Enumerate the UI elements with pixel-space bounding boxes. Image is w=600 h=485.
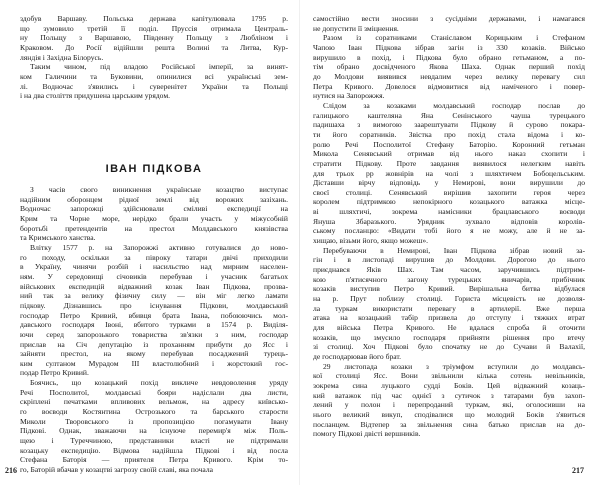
- text-line: в Україну, чинячи розбій і насильство над мирним населен-: [20, 262, 288, 272]
- text-line: З часів свого виникнення українське козацтво виступає: [30, 185, 288, 194]
- text-line: падишаха з вимогою заарештувати Підкову й сурово покара-: [313, 120, 585, 130]
- text-line: кою п'ятисячного загону турецьких яничарів, прибічник: [313, 274, 585, 284]
- text-line: Разом із соратниками Станіславом Корицьким і Стефаном: [323, 33, 585, 43]
- text-line: до Молдови виявився невдалим через велику перевагу сил: [313, 71, 585, 81]
- text-line: боротьбі претендентів на престол Молдавського князівства: [20, 223, 288, 233]
- text-line: гін і в листопаді вирушив до Молдови. Дорогою до нього: [313, 255, 585, 265]
- text-line: атака на козацький табір призвела до отступу і тяжких втрат: [313, 313, 585, 323]
- text-line: го, Баторій вбачав у козацтві загрозу своїй славі, яка почала: [20, 465, 213, 475]
- text-line: для трьох рр жовнірів на чолі з шляхтичем Бобоцельським.: [313, 168, 585, 178]
- text-line: лі. Водночас з'явились і суверенітет України та Польщі: [20, 81, 288, 91]
- text-line: самостійно вести зносини з сусідніми державами, і намагався: [313, 14, 585, 23]
- text-line: Водночас запорожці здійснювали сміливі експедиції на: [20, 204, 288, 214]
- text-line: го воєводи Костянтина Острозького та барського старости: [20, 407, 288, 417]
- left-page-top-text: [20, 14, 288, 101]
- text-line: та Кримського ханства.: [20, 233, 96, 243]
- text-line: ну Польщу з Варшавою, Південну Польщу з Любліном і: [20, 33, 288, 43]
- text-line: не допустити її зміцнення.: [313, 23, 399, 33]
- text-line: вирушило в похід, і Підкова було обрано гетьманом, а по-: [313, 52, 585, 62]
- paragraph: [20, 378, 288, 475]
- text-line: де господарював його брат.: [313, 351, 402, 361]
- text-line: здобув Варшаву. Польська держава капітулювала 1795 р.: [20, 14, 288, 23]
- text-line: тім обрано досвідченого Якова Шаха. Однак перший похід: [313, 62, 585, 72]
- text-line: помогу Підкові двісті вершників.: [313, 429, 421, 439]
- text-line: господар Петро Кривий, вбивця брата Івана, побоюючись мол-: [20, 310, 288, 320]
- text-line: подар Петро Кривий.: [20, 368, 89, 378]
- text-line: Краковом. До Росії відійшли решта Волині та Литва, Кур-: [20, 42, 288, 52]
- text-line: галицького каштеляна Яна Сенінського чауша турецького: [313, 110, 585, 120]
- paragraph: [20, 14, 288, 62]
- text-line: давського господаря Івоні, вбитого турками в 1574 р. Виділя-: [20, 320, 288, 330]
- text-line: Підкові. Однак, зважаючи на існуюче перемир'я між Поль-: [20, 426, 288, 436]
- text-line: ляндія і Західна Білорусь.: [20, 52, 104, 62]
- paragraph: [313, 101, 585, 246]
- text-line: ролю Речі Посполитої Стефану Баторію. Коронний гетьман: [313, 139, 585, 149]
- text-line: підкову. Дізнавшись про існування Підкови, молдавський: [20, 300, 288, 310]
- text-line: Микола Сенявський отримав від нього наказ схопити і: [313, 149, 585, 159]
- text-line: королем підтримкою непокірного козацького ватажка місце-: [313, 197, 585, 207]
- text-line: стратити Підкову. Проте завдання виявилося нелегким навіть: [313, 158, 585, 168]
- text-line: щею і Туреччиною, представники власті не підтримали: [20, 436, 288, 446]
- text-line: козацьку експедицію. Відмова надійшла Підкові і від посла: [20, 445, 288, 455]
- text-line: 29 листопада козаки з тріумфом вступили до молдавсь-: [323, 361, 585, 371]
- text-line: лений у полон і перепроданий туркам, які, оголосивши на: [313, 400, 585, 410]
- text-line: ком Галичини та Буковини, опинилися всі українські зем-: [20, 71, 288, 81]
- text-line: приєднався Яків Шах. Там часом, заручившись підтрим-: [313, 265, 585, 275]
- text-line: ти його соратників. Звістка про похід стала відома і ко-: [313, 129, 585, 139]
- text-line: для війська Петра Кривого. Не вдалася спроба й оточити: [313, 323, 585, 332]
- text-line: на р. Прут поблизу столиці. Гориста місцевість не дозволя-: [313, 294, 585, 304]
- text-line: посланцем. Відтепер за звільнення сина батько прислав на до-: [313, 419, 585, 429]
- text-line: Крим та Чорне море, нерідко брали участь у міжусобній: [20, 213, 288, 223]
- text-line: прислав на Січ депутацію із проханням прибути до Ясс і: [20, 339, 288, 349]
- paragraph: [313, 362, 585, 439]
- text-line: своєї столиці. Сенявський вирішив захопити героя через: [313, 187, 585, 197]
- text-line: Діставши вірчу відповідь у Немирові, вони вирушили до: [313, 178, 585, 188]
- text-line: зокрема сина луцького судді Боків. Цей відважний козаць-: [313, 380, 585, 390]
- text-line: кий ватажок під час однієї з сутичок з татарами був захоп-: [313, 390, 585, 400]
- text-line: і на два століття придушена царським урядом.: [20, 91, 171, 101]
- paragraph: [20, 243, 288, 378]
- text-line: Боячись, що козацький похід викличе невдоволення уряду: [30, 378, 288, 388]
- text-line: ському посланцю: «Видати тобі його я не можу, але й не за-: [313, 226, 585, 236]
- text-line: Слідом за козаками молдавський господар послав до: [323, 100, 585, 110]
- text-line: зі столиці. Хоч Підкові було спочатку не до Сучави й Валахії,: [313, 342, 585, 352]
- text-line: ві шляхтичі, зокрема намісники брацлавського воєводи: [313, 207, 585, 217]
- text-line: Таким чином, під владою Російської імперії, за винят-: [30, 62, 288, 72]
- text-line: Чапою Іван Підкова зібрав загін із 330 козаків. Військо: [313, 42, 585, 52]
- text-line: нутися на Запорожжя.: [313, 91, 385, 101]
- text-line: надійним оборонцем рідної землі від ворожих зазіхань.: [20, 194, 288, 204]
- text-line: Речі Посполитої, молдавські бояри надіслали два листи,: [20, 387, 288, 397]
- chapter-heading: ІВАН ПІДКОВА: [105, 163, 203, 175]
- left-page-body-text: [20, 185, 288, 475]
- text-line: ний так за велику фізичну силу — він міг легко ламати: [20, 291, 288, 301]
- page-number-right: 217: [572, 466, 584, 475]
- right-page: [300, 0, 600, 485]
- text-line: Стефана Баторія — приятеля Петра Кривого. Крім то-: [20, 455, 288, 465]
- paragraph: [20, 185, 288, 243]
- text-line: ючи серед запорозького товариства зв'язки з ним, господар: [20, 329, 288, 339]
- text-line: військових експедицій відважний козак Іван Підкова, прозва-: [20, 281, 288, 291]
- text-line: зайняти престол, на якому перебував посаджений турець-: [20, 349, 288, 359]
- text-line: козаків, що змусило господаря прийняти рішення про втечу: [313, 332, 585, 342]
- text-line: Влітку 1577 р. на Запорожжі активно готувалися до ново-: [30, 242, 288, 252]
- paragraph: [20, 62, 288, 101]
- page-number-left: 216: [5, 466, 17, 475]
- text-line: Петра Кривого. Довелося відмовитися від наміченого і повер-: [313, 81, 585, 91]
- text-line: нього великий викуп, сподівалися що молодий Боків з'явиться: [313, 409, 585, 419]
- text-line: Миколи Творовського із пропозицією погамувати Івану: [20, 416, 288, 426]
- paragraph: [313, 14, 585, 33]
- text-line: Перебуваючи в Немирові, Іван Підкова зібрав новий за-: [323, 245, 585, 255]
- text-line: скріплені печатками впливових вельмож, на адресу київсько-: [20, 397, 288, 407]
- paragraph: [313, 246, 585, 362]
- text-line: ла туркам використати перевагу в артилерії. Вже перша: [313, 303, 585, 313]
- text-line: го походу, оскільки за півроку татари двічі приходили: [20, 252, 288, 262]
- text-line: Януша Збаразького. Урядник зухвало відповів королів-: [313, 216, 585, 226]
- text-line: хищаю, візьми його, якщо можеш».: [313, 236, 429, 246]
- right-page-body-text: [313, 14, 585, 439]
- text-line: ким султаном Мурадом III властолюбний і жорстокий гос-: [20, 358, 288, 368]
- text-line: ням. У середовищі січовиків перебував і учасник багатьох: [20, 271, 288, 281]
- text-line: що зумовило третій її поділ. Пруссія отримала Централь-: [20, 23, 288, 33]
- text-line: козаків виступив Петро Кривий. Вирішальна битва відбулася: [313, 284, 585, 294]
- text-line: кої столиці Ясс. Вони звільнили кілька сотень невільників,: [313, 371, 585, 381]
- paragraph: [313, 33, 585, 101]
